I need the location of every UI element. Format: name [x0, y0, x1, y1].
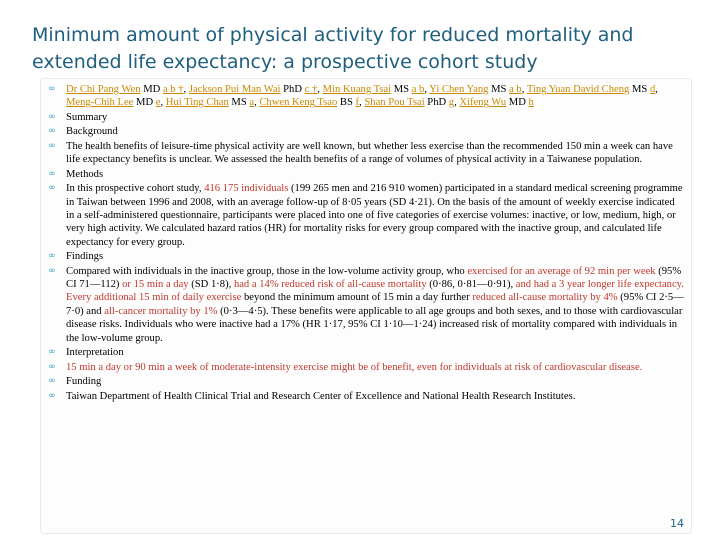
- bullet-icon: ∞: [48, 140, 56, 151]
- methods-heading-item: [48, 168, 684, 181]
- bullet-icon: ∞: [48, 126, 56, 137]
- findings-text-13: (0·3—4·5). These benefits were applicable to all age groups and both sexes, and to those with cardiovascular disease risks. Individuals who were inactive had a 17% (HR 1·17, 95% CI 1·10—1·24) increased risk of mortality compared with individuals in the low-volume group.: [66, 305, 683, 344]
- author-separator: ,: [454, 97, 460, 109]
- author-degree: MD: [140, 84, 163, 95]
- background-text-item: [48, 140, 684, 167]
- author-degree: MS: [488, 84, 510, 95]
- findings-highlight-2: or 15 min a day: [122, 279, 189, 291]
- page-number: 14: [670, 517, 684, 530]
- author-degree: PhD: [424, 97, 449, 109]
- author-affiliation-link[interactable]: a b †: [162, 84, 184, 95]
- author-affiliation-link[interactable]: a: [249, 97, 255, 109]
- bullet-icon: ∞: [48, 183, 56, 194]
- author-link[interactable]: Jackson Pui Man Wai: [188, 84, 281, 95]
- funding-text: Taiwan Department of Health Clinical Trial and Research Center of Excellence and National Health Research Institutes.: [66, 390, 576, 402]
- bullet-icon: ∞: [48, 347, 56, 358]
- findings-text-9: beyond the minimum amount of 15 min a day further: [241, 292, 473, 304]
- author-affiliation-link[interactable]: a b: [509, 84, 522, 95]
- slide-title: [32, 22, 702, 76]
- author-link[interactable]: Dr Chi Pang Wen: [66, 84, 141, 95]
- findings-heading-item: [48, 250, 684, 263]
- author-link[interactable]: Xifeng Wu: [459, 97, 507, 109]
- author-degree: MS: [629, 84, 650, 95]
- author-link[interactable]: Shan Pou Tsai: [364, 97, 425, 109]
- author-degree: MD: [506, 97, 529, 109]
- methods-text-c: (199 265 men and 216 910 women) participated in a standard medical screening programme in Taiwan between 1996 and 2008, with an average follow-up of 8·05 years (SD 4·21). On the basis of the amount of weekly exercise indicated in a self-administered questionnaire, participants were placed into one of five categories of exercise volumes: inactive, or low, medium, high, or very high activity. We calculated hazard ratios (HR) for mortality risks for every group compared with the inactive group, and calculated life expectancy for every group.: [66, 183, 683, 248]
- author-separator: ,: [160, 97, 166, 109]
- bullet-icon: ∞: [48, 84, 56, 94]
- interpretation-text: 15 min a day or 90 min a week of moderate-intensity exercise might be of benefit, even for individuals at risk of cardiovascular disease.: [66, 361, 643, 373]
- findings-highlight-5: reduced all-cause mortality by 4%: [472, 292, 618, 304]
- findings-text-11: (95% CI 2·5—7·0) and: [66, 292, 684, 317]
- interpretation-heading-item: [48, 346, 684, 359]
- author-separator: ,: [183, 84, 189, 95]
- methods-highlight: 416 175 individuals: [204, 183, 289, 195]
- author-affiliation-link[interactable]: e: [155, 97, 161, 109]
- interpretation-text-item: [48, 361, 684, 374]
- findings-highlight-6: all-cancer mortality by 1%: [104, 305, 218, 317]
- author-degree: MS: [228, 97, 250, 109]
- author-degree: PhD: [280, 84, 305, 95]
- author-affiliation-link[interactable]: f: [355, 97, 360, 109]
- slide-title-line-2: extended life expectancy: a prospective cohort study: [32, 51, 538, 73]
- summary-heading: Summary: [66, 111, 108, 123]
- methods-heading: Methods: [66, 168, 104, 180]
- author-degree: BS: [337, 97, 356, 109]
- author-separator: ,: [317, 84, 323, 95]
- author-affiliation-link[interactable]: h: [528, 97, 534, 109]
- author-separator: ,: [521, 84, 527, 95]
- findings-highlight-3: had a 14% reduced risk of all-cause mortality: [233, 279, 427, 291]
- author-link[interactable]: Yi Chen Yang: [429, 84, 489, 95]
- author-affiliation-link[interactable]: a b: [411, 84, 425, 95]
- findings-highlight-4: and had a 3 year longer life expectancy. Every additional 15 min of daily exercise: [66, 279, 684, 304]
- findings-text-7: (0·86, 0·81—0·91),: [426, 279, 516, 291]
- bullet-icon: ∞: [48, 251, 56, 262]
- background-heading-item: [48, 125, 684, 138]
- author-separator: ,: [424, 84, 430, 95]
- author-affiliation-link[interactable]: g: [448, 97, 455, 109]
- abstract-content: [48, 83, 684, 404]
- findings-heading: Findings: [66, 251, 104, 263]
- bullet-icon: ∞: [48, 111, 56, 122]
- author-degree: MS: [391, 84, 412, 95]
- findings-highlight-1: exercised for an average of 92 min per week: [467, 265, 656, 277]
- bullet-icon: ∞: [48, 361, 56, 372]
- background-heading: Background: [66, 126, 118, 138]
- bullet-icon: ∞: [48, 168, 56, 179]
- bullet-icon: ∞: [48, 265, 56, 276]
- authors-item: [48, 83, 684, 110]
- author-link[interactable]: Hui Ting Chan: [165, 97, 229, 109]
- bullet-icon: ∞: [48, 390, 56, 401]
- funding-text-item: [48, 390, 684, 403]
- author-affiliation-link[interactable]: c †: [304, 84, 318, 95]
- author-link[interactable]: Meng-Chih Lee: [66, 97, 134, 109]
- author-link[interactable]: Min Kuang Tsai: [322, 84, 392, 95]
- author-separator: ,: [254, 97, 260, 109]
- slide-title-line-1: Minimum amount of physical activity for reduced mortality and: [32, 24, 634, 46]
- summary-heading-item: [48, 111, 684, 124]
- author-separator: ,: [359, 97, 365, 109]
- bullet-icon: ∞: [48, 376, 56, 387]
- methods-text-item: [48, 182, 684, 249]
- author-link[interactable]: Chwen Keng Tsao: [259, 97, 338, 109]
- findings-text-item: [48, 265, 684, 345]
- abstract-list: [48, 83, 684, 403]
- author-affiliation-link[interactable]: d: [649, 84, 656, 95]
- interpretation-heading: Interpretation: [66, 347, 124, 359]
- author-link[interactable]: Ting Yuan David Cheng: [526, 84, 630, 95]
- findings-text-1: Compared with individuals in the inactive group, those in the low-volume activity group, who: [66, 265, 468, 277]
- background-text: The health benefits of leisure-time physical activity are well known, but whether less exercise than the recommended 150 min a week can have life expectancy benefits is unclear. We assessed the health benefits of a range of volumes of physical activity in a Taiwanese population.: [66, 140, 673, 166]
- author-separator: ,: [655, 84, 658, 95]
- findings-text-5: (SD 1·8),: [188, 279, 234, 291]
- funding-heading-item: [48, 375, 684, 388]
- authors-list: [66, 84, 658, 108]
- methods-text-a: In this prospective cohort study,: [66, 183, 205, 195]
- funding-heading: Funding: [66, 376, 102, 388]
- findings-text-3: (95% CI 71—112): [66, 265, 682, 291]
- author-degree: MD: [133, 97, 156, 109]
